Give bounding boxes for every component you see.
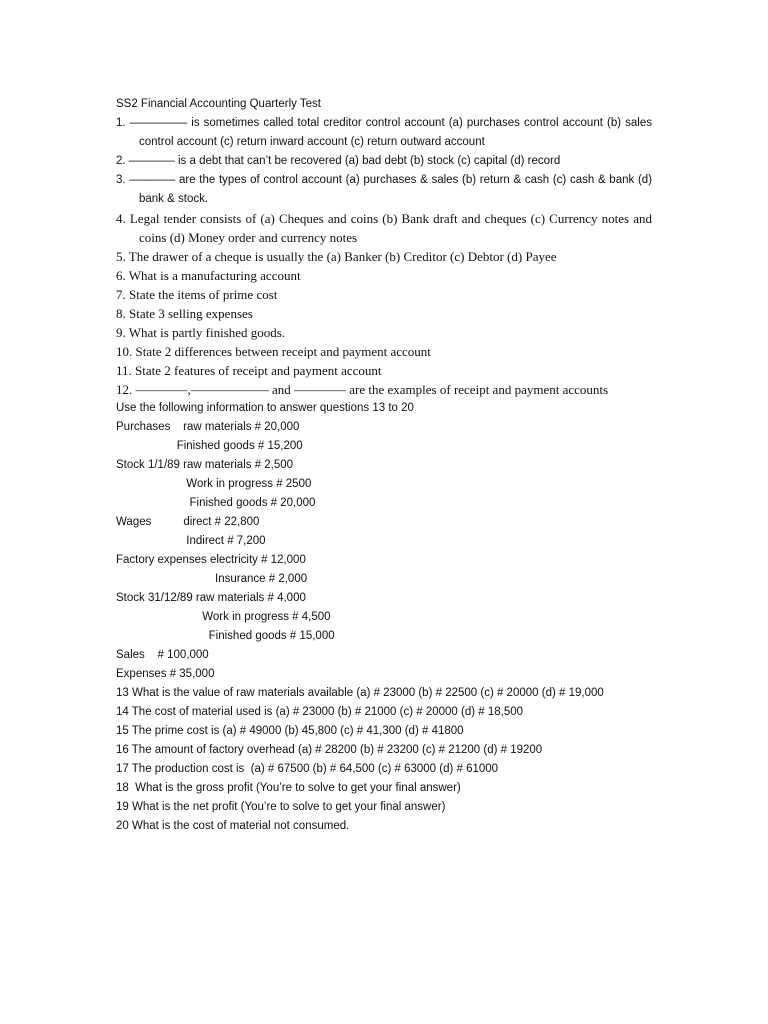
question-13: 13 What is the value of raw materials available (a) # 23000 (b) # 22500 (c) # 20000 (d) # 19,000	[116, 687, 604, 699]
info-line: Work in progress # 2500	[116, 478, 312, 490]
question-9: 9. What is partly finished goods.	[116, 325, 286, 340]
info-line: Work in progress # 4,500	[116, 611, 331, 623]
info-line: Expenses # 35,000	[116, 668, 215, 680]
question-11: 11. State 2 features of receipt and payment account	[116, 363, 382, 378]
question-15: 15 The prime cost is (a) # 49000 (b) 45,800 (c) # 41,300 (d) # 41800	[116, 725, 464, 737]
question-14: 14 The cost of material used is (a) # 23000 (b) # 21000 (c) # 20000 (d) # 18,500	[116, 706, 524, 718]
question-1: 1. ————— is sometimes called total creditor control account (a) purchases control account (b) sales control account (c) return inward account (c) return outward account	[116, 117, 652, 148]
question-5: 5. The drawer of a cheque is usually the (a) Banker (b) Creditor (c) Debtor (d) Payee	[116, 249, 557, 264]
question-10: 10. State 2 differences between receipt and payment account	[116, 344, 431, 359]
question-7: 7. State the items of prime cost	[116, 287, 278, 302]
info-line: Purchases raw materials # 20,000	[116, 421, 300, 433]
question-16: 16 The amount of factory overhead (a) # 28200 (b) # 23200 (c) # 21200 (d) # 19200	[116, 744, 543, 756]
info-line: Finished goods # 15,000	[116, 630, 335, 642]
question-18: 18 What is the gross profit (You’re to solve to get your final answer)	[116, 782, 461, 794]
info-line: Finished goods # 20,000	[116, 497, 316, 509]
info-line: Insurance # 2,000	[116, 573, 308, 585]
question-6: 6. What is a manufacturing account	[116, 268, 301, 283]
question-12: 12. ————,—————— and ———— are the examples of receipt and payment accounts	[116, 382, 609, 397]
question-4: 4. Legal tender consists of (a) Cheques and coins (b) Bank draft and cheques (c) Currency notes and coins (d) Money order and currency notes	[116, 211, 652, 245]
info-line: Indirect # 7,200	[116, 535, 266, 547]
question-8: 8. State 3 selling expenses	[116, 306, 253, 321]
info-line: Finished goods # 15,200	[116, 440, 303, 452]
document-page	[116, 95, 652, 836]
question-19: 19 What is the net profit (You’re to solve to get your final answer)	[116, 801, 446, 813]
info-line: Stock 1/1/89 raw materials # 2,500	[116, 459, 294, 471]
question-17: 17 The production cost is (a) # 67500 (b) # 64,500 (c) # 63000 (d) # 61000	[116, 763, 499, 775]
question-20: 20 What is the cost of material not consumed.	[116, 820, 350, 832]
info-line: Wages direct # 22,800	[116, 516, 260, 528]
question-2: 2. ———— is a debt that can’t be recovered (a) bad debt (b) stock (c) capital (d) record	[116, 155, 561, 167]
info-line: Sales # 100,000	[116, 649, 209, 661]
question-3: 3. ———— are the types of control account (a) purchases & sales (b) return & cash (c) cash & bank (d) bank & stock.	[116, 174, 652, 205]
info-intro: Use the following information to answer questions 13 to 20	[116, 402, 414, 414]
info-line: Factory expenses electricity # 12,000	[116, 554, 306, 566]
test-title: SS2 Financial Accounting Quarterly Test	[116, 98, 321, 110]
info-line: Stock 31/12/89 raw materials # 4,000	[116, 592, 306, 604]
